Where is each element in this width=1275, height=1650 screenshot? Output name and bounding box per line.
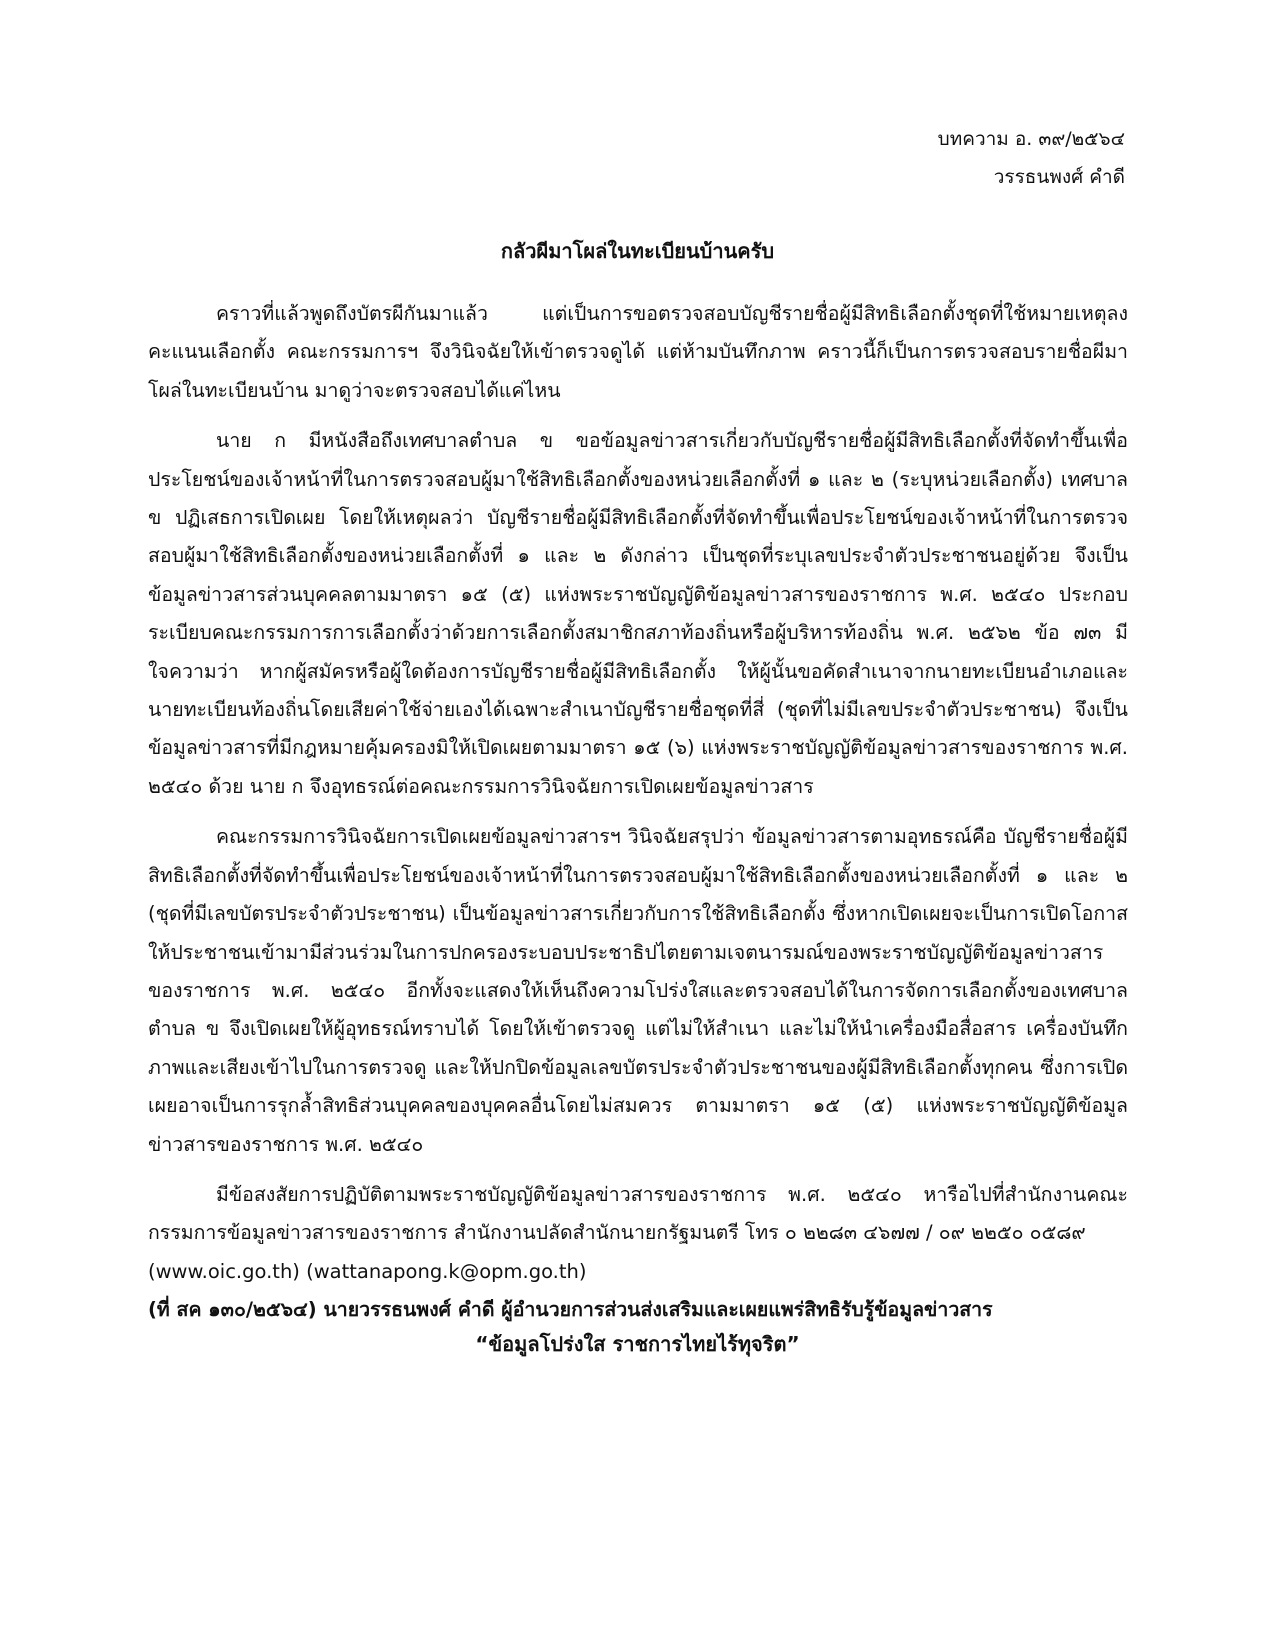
- contact-text: มีข้อสงสัยการปฏิบัติตามพระราชบัญญัติข้อมูลข่าวสารของราชการ พ.ศ. ๒๕๔๐ หารือไปที่สำนักงานคณะกรรมการข้อมูลข่าวสารของราชการ สำนักงานปลัดสำนักนายกรัฐมนตรี โทร ๐ ๒๒๘๓ ๔๖๗๗ / ๐๙ ๒๒๕๐ ๐๕๘๙: [148, 1182, 1128, 1245]
- slogan: “ข้อมูลโปร่งใส ราชการไทยไร้ทุจริต”: [475, 1332, 800, 1356]
- paragraph-intro: คราวที่แล้วพูดถึงบัตรผีกันมาแล้ว แต่เป็นการขอตรวจสอบบัญชีรายชื่อผู้มีสิทธิเลือกตั้งชุดที่ใช้หมายเหตุลงคะแนนเลือกตั้ง คณะกรรมการฯ จึงวินิจฉัยให้เข้าตรวจดูได้ แต่ห้ามบันทึกภาพ คราวนี้ก็เป็นการตรวจสอบรายชื่อผีมาโผล่ในทะเบียนบ้าน มาดูว่าจะตรวจสอบได้แค่ไหน: [148, 302, 1128, 402]
- article-author: วรรธนพงศ์ คำดี: [993, 166, 1125, 188]
- reference-line: (ที่ สค ๑๓๐/๒๕๖๔) นายวรรธนพงศ์ คำดี ผู้อำนวยการส่วนส่งเสริมและเผยแพร่สิทธิรับรู้ข้อมูลข่าวสาร: [148, 1298, 993, 1322]
- article-body: [148, 295, 1128, 1330]
- paragraph-case: นาย ก มีหนังสือถึงเทศบาลตำบล ข ขอข้อมูลข่าวสารเกี่ยวกับบัญชีรายชื่อผู้มีสิทธิเลือกตั้งที่จัดทำขึ้นเพื่อประโยชน์ของเจ้าหน้าที่ในการตรวจสอบผู้มาใช้สิทธิเลือกตั้งของหน่วยเลือกตั้งที่ ๑ และ ๒ (ระบุหน่วยเลือกตั้ง) เทศบาล ข ปฏิเสธการเปิดเผย โดยให้เหตุผลว่า บัญชีรายชื่อผู้มีสิทธิเลือกตั้งที่จัดทำขึ้นเพื่อประโยชน์ของเจ้าหน้าที่ในการตรวจสอบผู้มาใช้สิทธิเลือกตั้งของหน่วยเลือกตั้งที่ ๑ และ ๒ ดังกล่าว เป็นชุดที่ระบุเลขประจำตัวประชาชนอยู่ด้วย จึงเป็นข้อมูลข่าวสารส่วนบุคคลตามมาตรา ๑๕ (๕) แห่งพระราชบัญญัติข้อมูลข่าวสารของราชการ พ.ศ. ๒๕๔๐ ประกอบระเบียบคณะกรรมการการเลือกตั้งว่าด้วยการเลือกตั้งสมาชิกสภาท้องถิ่นหรือผู้บริหารท้องถิ่น พ.ศ. ๒๕๖๒ ข้อ ๗๓ มีใจความว่า หากผู้สมัครหรือผู้ใดต้องการบัญชีรายชื่อผู้มีสิทธิเลือกตั้ง ให้ผู้นั้นขอคัดสำเนาจากนายทะเบียนอำเภอและนายทะเบียนท้องถิ่นโดยเสียค่าใช้จ่ายเองได้เฉพาะสำเนาบัญชีรายชื่อชุดที่สี่ (ชุดที่ไม่มีเลขประจำตัวประชาชน) จึงเป็นข้อมูลข่าวสารที่มีกฎหมายคุ้มครองมิให้เปิดเผยตามมาตรา ๑๕ (๖) แห่งพระราชบัญญัติข้อมูลข่าวสารของราชการ พ.ศ. ๒๕๔๐ ด้วย นาย ก จึงอุทธรณ์ต่อคณะกรรมการวินิจฉัยการเปิดเผยข้อมูลข่าวสาร: [148, 429, 1128, 798]
- article-title: กลัวผีมาโผล่ในทะเบียนบ้านครับ: [500, 239, 775, 263]
- article-number: บทความ อ. ๓๙/๒๕๖๔: [937, 128, 1125, 150]
- contact-block: [148, 1176, 1128, 1330]
- article-header: [938, 120, 1125, 196]
- contact-links: (www.oic.go.th) (wattanapong.k@opm.go.th): [148, 1259, 587, 1283]
- paragraph-decision: คณะกรรมการวินิจฉัยการเปิดเผยข้อมูลข่าวสารฯ วินิจฉัยสรุปว่า ข้อมูลข่าวสารตามอุทธรณ์คือ บัญชีรายชื่อผู้มีสิทธิเลือกตั้งที่จัดทำขึ้นเพื่อประโยชน์ของเจ้าหน้าที่ในการตรวจสอบผู้มาใช้สิทธิเลือกตั้งของหน่วยเลือกตั้งที่ ๑ และ ๒ (ชุดที่มีเลขบัตรประจำตัวประชาชน) เป็นข้อมูลข่าวสารเกี่ยวกับการใช้สิทธิเลือกตั้ง ซึ่งหากเปิดเผยจะเป็นการเปิดโอกาสให้ประชาชนเข้ามามีส่วนร่วมในการปกครองระบอบประชาธิปไตยตามเจตนารมณ์ของพระราชบัญญัติข้อมูลข่าวสารของราชการ พ.ศ. ๒๕๔๐ อีกทั้งจะแสดงให้เห็นถึงความโปร่งใสและตรวจสอบได้ในการจัดการเลือกตั้งของเทศบาลตำบล ข จึงเปิดเผยให้ผู้อุทธรณ์ทราบได้ โดยให้เข้าตรวจดู แต่ไม่ให้สำเนา และไม่ให้นำเครื่องมือสื่อสาร เครื่องบันทึกภาพและเสียงเข้าไปในการตรวจดู และให้ปกปิดข้อมูลเลขบัตรประจำตัวประชาชนของผู้มีสิทธิเลือกตั้งทุกคน ซึ่งการเปิดเผยอาจเป็นการรุกล้ำสิทธิส่วนบุคคลของบุคคลอื่นโดยไม่สมควร ตามมาตรา ๑๕ (๕) แห่งพระราชบัญญัติข้อมูลข่าวสารของราชการ พ.ศ. ๒๕๔๐: [148, 825, 1128, 1156]
